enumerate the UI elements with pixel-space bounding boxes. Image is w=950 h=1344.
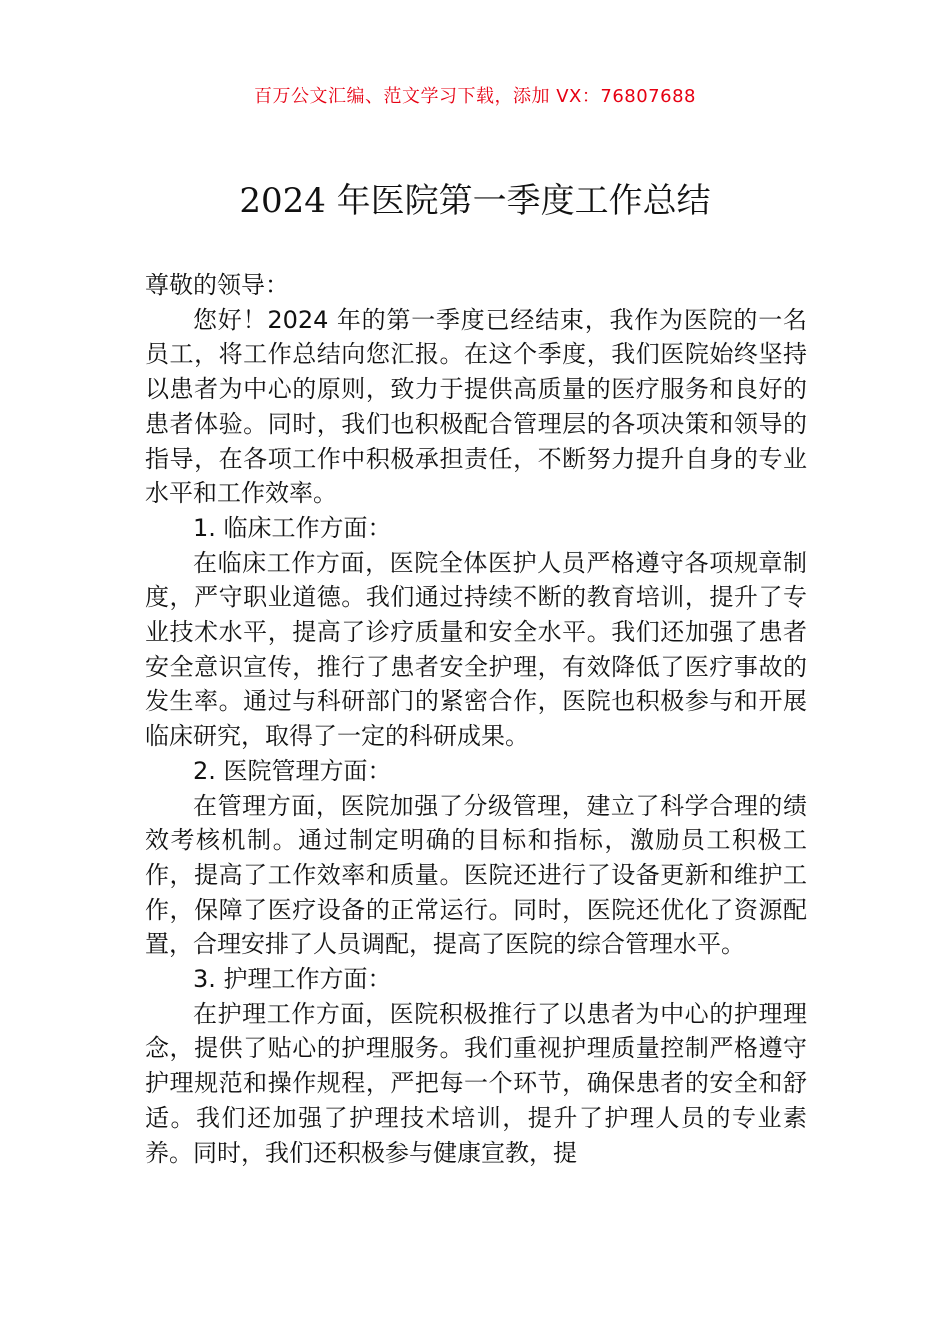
salutation: 尊敬的领导： bbox=[145, 271, 289, 299]
intro-paragraph: 您好！2024 年的第一季度已经结束，我作为医院的一名员工，将工作总结向您汇报。在这个季度，我们医院始终坚持以患者为中心的原则，致力于提供高质量的医疗服务和良好的患者体验。同时，我们也积极配合管理层的各项决策和领导的指导，在各项工作中积极承担责任，不断努力提升自身的专业水平和工作效率。 bbox=[145, 305, 807, 508]
section-heading-nursing: 3. 护理工作方面： bbox=[193, 965, 392, 994]
section-text-nursing: 在护理工作方面，医院积极推行了以患者为中心的护理理念，提供了贴心的护理服务。我们重视护理质量控制严格遵守护理规范和操作规程，严把每一个环节，确保患者的安全和舒适。我们还加强了护理技术培训，提升了护理人员的专业素养。同时，我们还积极参与健康宣教，提 bbox=[145, 999, 807, 1167]
section-text-management: 在管理方面，医院加强了分级管理，建立了科学合理的绩效考核机制。通过制定明确的目标和指标，激励员工积极工作，提高了工作效率和质量。医院还进行了设备更新和维护工作，保障了医疗设备的正常运行。同时，医院还优化了资源配置，合理安排了人员调配，提高了医院的综合管理水平。 bbox=[145, 791, 807, 959]
document-body bbox=[145, 268, 807, 1170]
section-heading-management: 2. 医院管理方面： bbox=[193, 756, 392, 785]
page-title: 2024 年医院第一季度工作总结 bbox=[239, 181, 711, 221]
promo-banner: 百万公文汇编、范文学习下载，添加 VX：76807688 bbox=[254, 86, 696, 107]
section-text-clinical: 在临床工作方面，医院全体医护人员严格遵守各项规章制度，严守职业道德。我们通过持续不断的教育培训，提升了专业技术水平，提高了诊疗质量和安全水平。我们还加强了患者安全意识宣传，推行了患者安全护理，有效降低了医疗事故的发生率。通过与科研部门的紧密合作，医院也积极参与和开展临床研究，取得了一定的科研成果。 bbox=[145, 548, 807, 751]
section-heading-clinical: 1. 临床工作方面： bbox=[193, 513, 392, 542]
